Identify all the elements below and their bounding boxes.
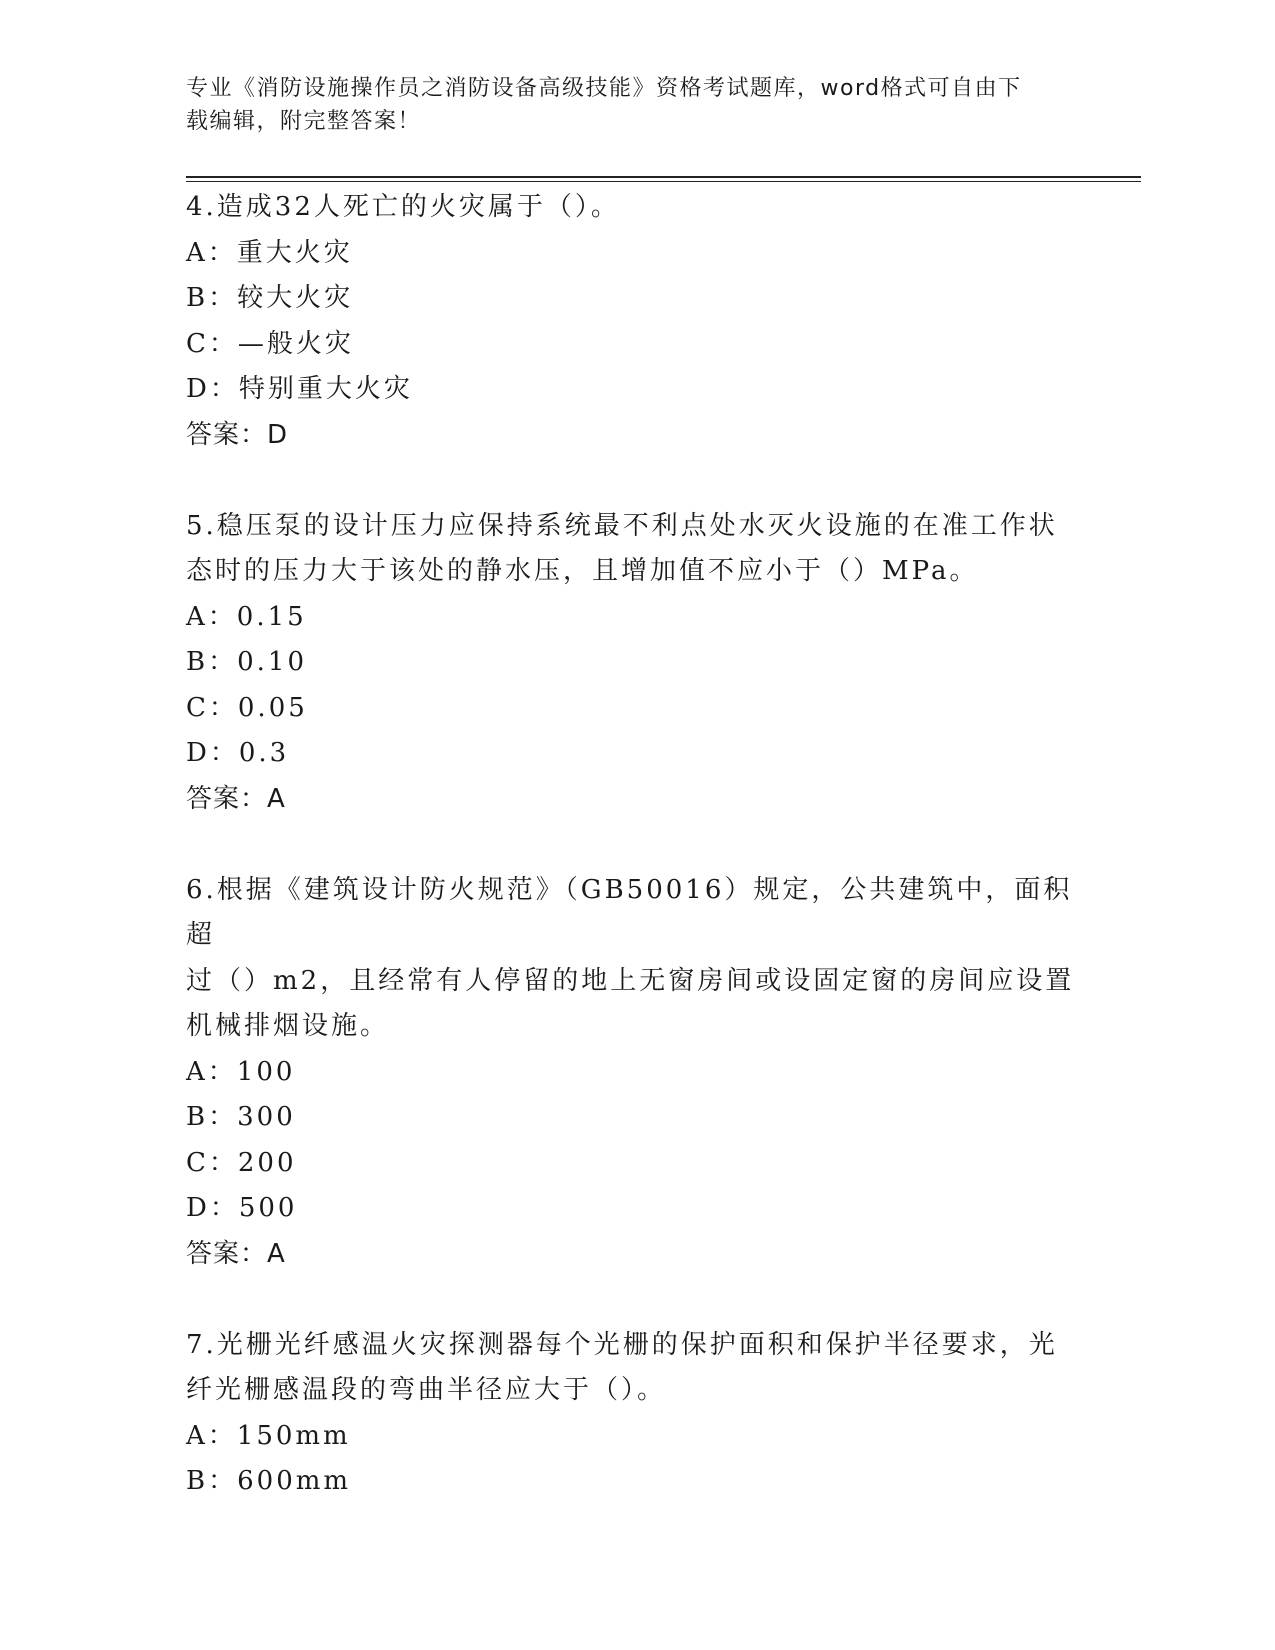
question-stem-line: 7.光栅光纤感温火灾探测器每个光栅的保护面积和保护半径要求，光: [186, 1329, 1058, 1360]
question-stem-line: 机械排烟设施。: [186, 1011, 390, 1041]
question-list: [186, 185, 1086, 1505]
option-d: D：特别重大火灾: [186, 374, 413, 404]
header-divider-thick: [186, 176, 1141, 178]
option-a: A：0.15: [186, 601, 307, 632]
header-line-1: 专业《消防设施操作员之消防设备高级技能》资格考试题库，word格式可自由下: [186, 76, 1022, 101]
answer-line: 答案：A: [186, 783, 286, 814]
option-a: A：100: [186, 1056, 296, 1087]
option-c: C：200: [186, 1147, 297, 1178]
question-spacer: [186, 458, 1086, 504]
question-stem-line: 态时的压力大于该处的静水压，且增加值不应小于（）MPa。: [186, 556, 979, 586]
answer-line: 答案：A: [186, 1238, 286, 1269]
question-4: [186, 185, 1086, 458]
option-b: B：300: [186, 1102, 296, 1132]
option-a: A：重大火灾: [186, 237, 353, 268]
question-stem: 4.造成32人死亡的火灾属于（）。: [186, 192, 620, 222]
question-stem-line: 5.稳压泵的设计压力应保持系统最不利点处水灭火设施的在准工作状: [186, 510, 1058, 541]
option-b: B：600mm: [186, 1466, 352, 1496]
option-c: C：—般火灾: [186, 328, 354, 359]
header-divider-thin: [186, 181, 1141, 182]
question-spacer: [186, 1277, 1086, 1323]
document-header: [186, 72, 1066, 138]
question-stem-line: 6.根据《建筑设计防火规范》（GB50016）规定，公共建筑中，面积超: [186, 874, 1073, 950]
option-b: B：较大火灾: [186, 283, 354, 313]
header-line-2: 载编辑，附完整答案！: [186, 109, 422, 134]
option-d: D：500: [186, 1193, 298, 1223]
option-d: D：0.3: [186, 738, 290, 768]
question-spacer: [186, 822, 1086, 868]
option-c: C：0.05: [186, 692, 308, 723]
question-stem-line: 过（）m2，且经常有人停留的地上无窗房间或设固定窗的房间应设置: [186, 965, 1075, 996]
option-a: A：150mm: [186, 1420, 351, 1451]
question-stem-line: 纤光栅感温段的弯曲半径应大于（）。: [186, 1375, 667, 1405]
question-7: [186, 1323, 1086, 1505]
question-5: [186, 504, 1086, 823]
option-b: B：0.10: [186, 647, 307, 677]
answer-line: 答案：D: [186, 419, 289, 450]
question-6: [186, 868, 1086, 1278]
